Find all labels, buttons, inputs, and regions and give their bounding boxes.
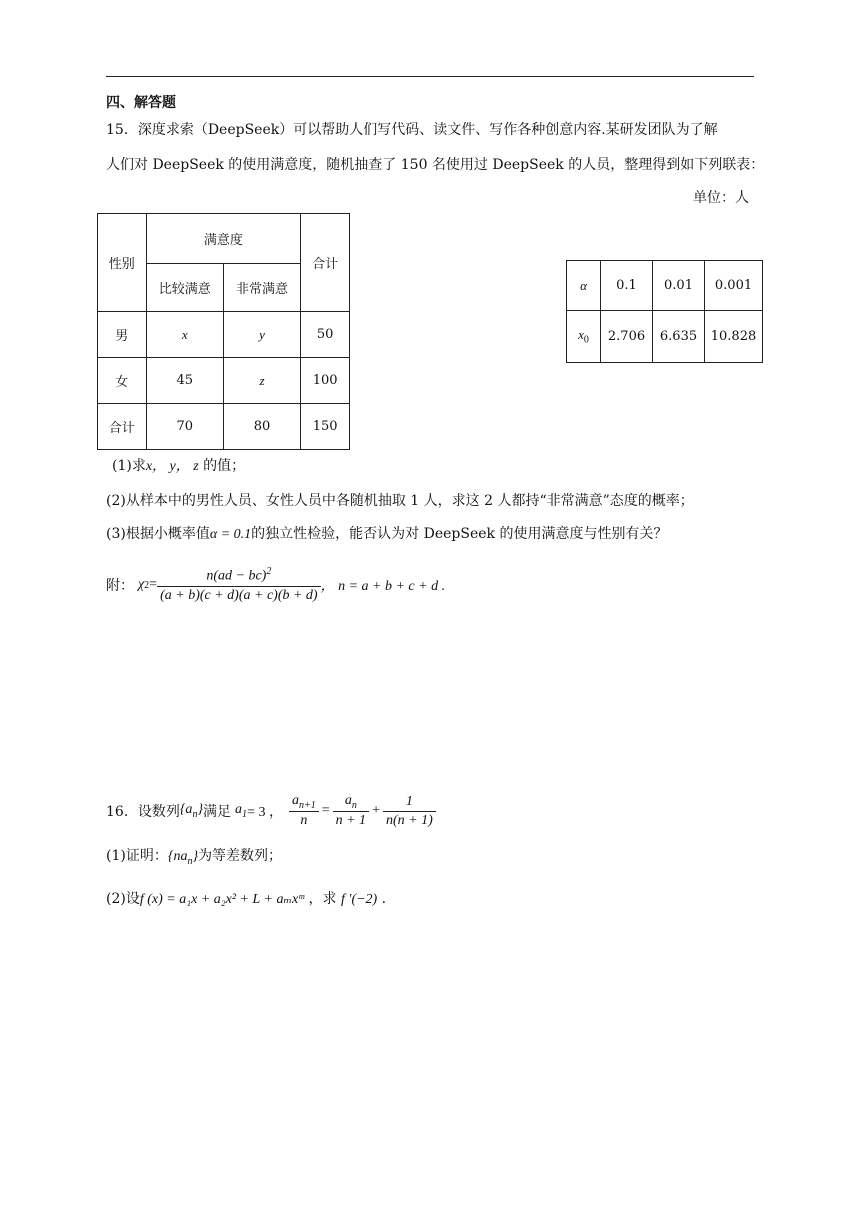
table-cell: z [223, 358, 300, 404]
table-cell: 0.1 [601, 261, 653, 311]
row-label: 女 [98, 358, 147, 404]
x0-label: $x_0$ [567, 311, 601, 363]
fraction-a-n-over-n-plus-1: $\frac{a_n}{n + 1}$ [333, 793, 369, 830]
q15-sub-2: (2)从样本中的男性人员、女性人员中各随机抽取 1 人，求这 2 人都持“非常满意”态度的概率； [106, 493, 694, 509]
table-cell: 50 [301, 312, 350, 358]
fraction-a-n-plus-1-over-n: $\frac{a_{n+1}}{n}$ [289, 793, 319, 830]
contingency-table [97, 213, 350, 450]
table-cell: 100 [301, 358, 350, 404]
chi-square-fraction: $\frac{n(ad - bc)^2}{(a + b)(c + d)(a + c)(b + d)}$ [157, 566, 321, 604]
col-fairly-satisfied: 比较满意 [146, 264, 223, 312]
table-row [98, 312, 350, 358]
alpha-label: α [567, 261, 601, 311]
q15-sub-3: (3)根据小概率值α = 0.1的独立性检验，能否认为对 DeepSeek 的使用满意度与性别有关？ [106, 526, 668, 542]
row-label: 合计 [98, 404, 147, 450]
table-cell: y [223, 312, 300, 358]
fraction-one-over-n-n-plus-1: $\frac{1}{n(n + 1)}$ [383, 794, 436, 829]
table-cell: 45 [146, 358, 223, 404]
table-row [567, 311, 763, 363]
table-cell: 70 [146, 404, 223, 450]
table-row [567, 261, 763, 311]
section-title: 四、解答题 [106, 95, 176, 111]
critical-value-table [566, 260, 763, 363]
table-cell: 0.001 [705, 261, 763, 311]
table-cell: 10.828 [705, 311, 763, 363]
q16-statement: 16．设数列 $\{a_n\}$ 满足 $a_1$ = 3 ， $\frac{a_{n+1}}{n}$ = $\frac{a_n}{n + 1}$ + $\frac{1}{n(n + 1)}$ [106, 788, 436, 834]
q15-line-1: 15．深度求索（DeepSeek）可以帮助人们写代码、读文件、写作各种创意内容.某研发团队为了解 [106, 122, 718, 138]
chi-square-formula: 附： χ 2 = $\frac{n(ad - bc)^2}{(a + b)(c + d)(a + c)(b + d)}$ ， n = a + b + c + d . [106, 566, 446, 603]
satisfaction-header: 满意度 [146, 214, 301, 264]
q15-sub-1: (1)求x， y， z 的值； [112, 458, 246, 474]
row-label: 男 [98, 312, 147, 358]
q15-line-2: 人们对 DeepSeek 的使用满意度，随机抽查了 150 名使用过 DeepSeek 的人员，整理得到如下列联表： [106, 157, 765, 173]
table-cell: 150 [301, 404, 350, 450]
gender-header: 性别 [98, 214, 147, 312]
q16-sub-1: (1)证明：$\{na_n\}$为等差数列； [106, 848, 283, 867]
table-cell: x [146, 312, 223, 358]
table-cell: 0.01 [653, 261, 705, 311]
header-rule [106, 76, 754, 77]
table-cell: 6.635 [653, 311, 705, 363]
table-cell: 80 [223, 404, 300, 450]
table-cell: 2.706 [601, 311, 653, 363]
table-row [98, 404, 350, 450]
table-row [98, 358, 350, 404]
col-very-satisfied: 非常满意 [223, 264, 300, 312]
q16-sub-2: (2)设f (x) = a₁x + a₂x² + L + aₘxᵐ ，求 f ′(−2) . [106, 891, 387, 907]
total-header: 合计 [301, 214, 350, 312]
unit-label: 单位：人 [693, 190, 749, 206]
